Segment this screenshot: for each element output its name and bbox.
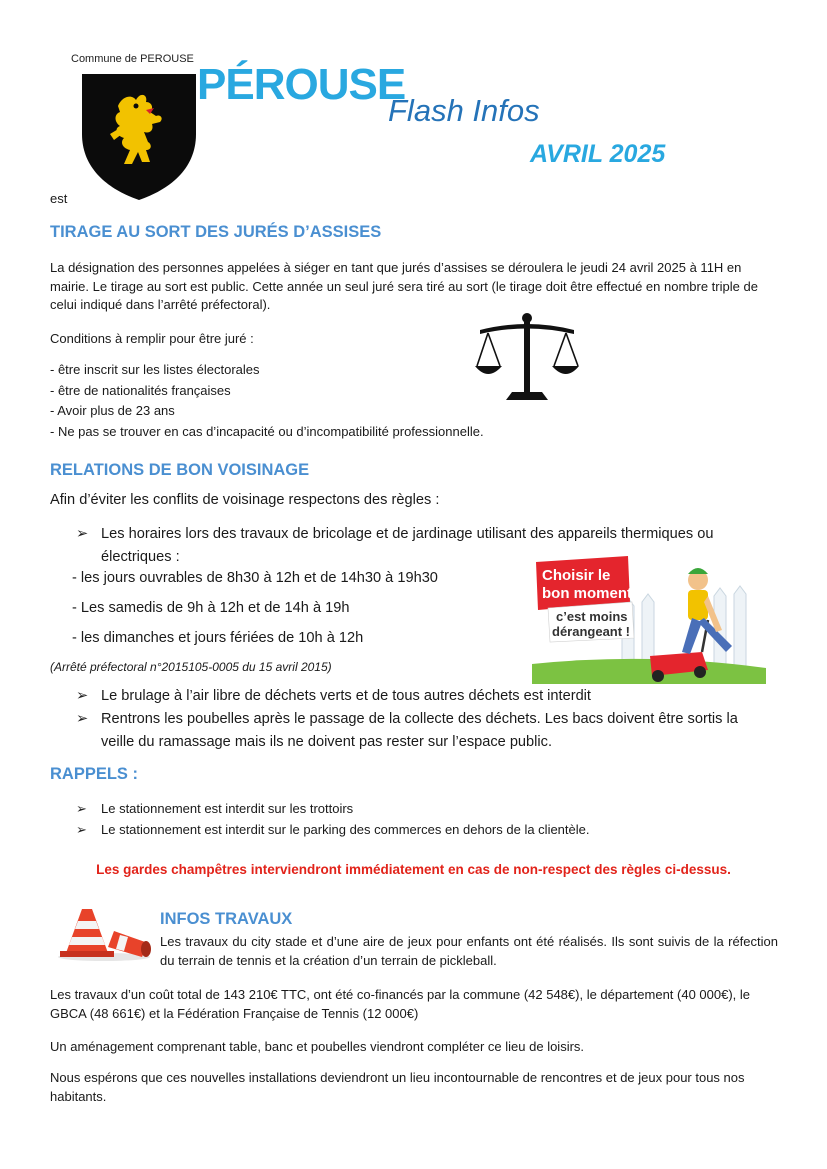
list-item-text: Le brulage à l’air libre de déchets verts et de tous autres déchets est interdit <box>101 688 591 704</box>
hours-sundays: - les dimanches et jours fériées de 10h à 12h <box>72 630 364 646</box>
list-item: - être inscrit sur les listes électorales <box>50 362 260 377</box>
conditions-list <box>50 360 484 442</box>
section-title-voisinage: RELATIONS DE BON VOISINAGE <box>50 461 310 479</box>
list-item <box>76 820 589 841</box>
section-title-travaux: INFOS TRAVAUX <box>160 910 293 928</box>
issue-month: AVRIL 2025 <box>530 140 666 168</box>
arrow-bullet-icon: ➢ <box>76 711 89 727</box>
jures-paragraph: La désignation des personnes appelées à siéger en tant que jurés d’assises se déroulera le jeudi 24 avril 2025 à 11H en mairie. Le tirage au sort est public. Cette année un seul juré sera tiré au sort (le tirage doit être effectué en nombre triple de celui indiqué dans l’arrêté préfectoral). <box>50 260 758 312</box>
list-item: - être de nationalités françaises <box>50 382 231 398</box>
travaux-paragraph-3: Un aménagement comprenant table, banc et poubelles viendront compléter ce lieu de loisirs. <box>50 1039 585 1054</box>
list-item: - Avoir plus de 23 ans <box>50 403 175 418</box>
conditions-intro: Conditions à remplir pour être juré : <box>50 331 254 346</box>
arrow-bullet-icon: ➢ <box>76 821 87 837</box>
coat-of-arms-icon <box>80 72 198 202</box>
arrete-reference: (Arrêté préfectoral n°2015105-0005 du 15 avril 2015) <box>50 660 332 674</box>
hours-weekdays: - les jours ouvrables de 8h30 à 12h et de 14h30 à 19h30 <box>72 570 438 586</box>
list-item-text: Le stationnement est interdit sur le parking des commerces en dehors de la clientèle. <box>101 821 590 837</box>
arrow-bullet-icon: ➢ <box>76 801 87 816</box>
commune-label: Commune de PEROUSE <box>71 53 194 65</box>
warning-message: Les gardes champêtres interviendront immédiatement en cas de non-respect des règles ci-dessus. <box>96 862 731 877</box>
list-item <box>76 708 760 754</box>
list-item <box>76 799 589 820</box>
list-item-text: Le stationnement est interdit sur les trottoirs <box>101 801 354 816</box>
tag-line-1: c’est moins <box>556 609 628 624</box>
travaux-paragraph-4: Nous espérons que ces nouvelles installations deviendront un lieu incontournable de rencontres et de jeux pour tous nos habitants. <box>50 1070 745 1104</box>
arrow-bullet-icon: ➢ <box>76 688 89 704</box>
banner-line-2: bon moment <box>542 585 632 602</box>
rappels-list <box>76 799 589 840</box>
traffic-cones-icon <box>56 905 152 961</box>
tag-line-2: dérangeant ! <box>552 624 631 639</box>
travaux-paragraph-2: Les travaux d’un coût total de 143 210€ TTC, ont été co-financés par la commune (42 548€), le département (40 000€), le GBCA (48 661€) et la Fédération Française de Tennis (12 000€) <box>50 987 751 1021</box>
section-title-jures: TIRAGE AU SORT DES JURÉS D’ASSISES <box>50 223 382 241</box>
flash-infos-title: Flash Infos <box>388 93 540 128</box>
arrow-bullet-icon: ➢ <box>76 526 89 542</box>
banner-line-1: Choisir le <box>542 567 611 584</box>
hours-saturdays: - Les samedis de 9h à 12h et de 14h à 19h <box>72 600 350 616</box>
town-title: PÉROUSE <box>197 60 406 109</box>
list-item <box>76 685 760 708</box>
section-title-rappels: RAPPELS : <box>50 765 139 783</box>
lawnmower-illustration <box>532 556 766 684</box>
voisinage-bullets <box>76 685 760 754</box>
travaux-paragraph-1: Les travaux du city stade et d’une aire de jeux pour enfants ont été réalisés. Ils sont suivis de la réfection du terrain de tennis et la création d’un terrain de pickleball. <box>160 934 778 968</box>
list-item-text: Rentrons les poubelles après le passage de la collecte des déchets. Les bacs doivent être sortis la veille du ramassage mais ils ne doivent pas rester sur l’espace public. <box>101 711 738 750</box>
list-item-text: Les horaires lors des travaux de bricolage et de jardinage utilisant des appareils thermiques ou électriques : <box>101 526 714 565</box>
voisinage-intro: Afin d’éviter les conflits de voisinage respectons des règles : <box>50 492 440 508</box>
stray-text: est <box>50 191 68 206</box>
list-item: - Ne pas se trouver en cas d’incapacité ou d’incompatibilité professionnelle. <box>50 423 484 439</box>
scales-of-justice-icon <box>474 310 580 402</box>
